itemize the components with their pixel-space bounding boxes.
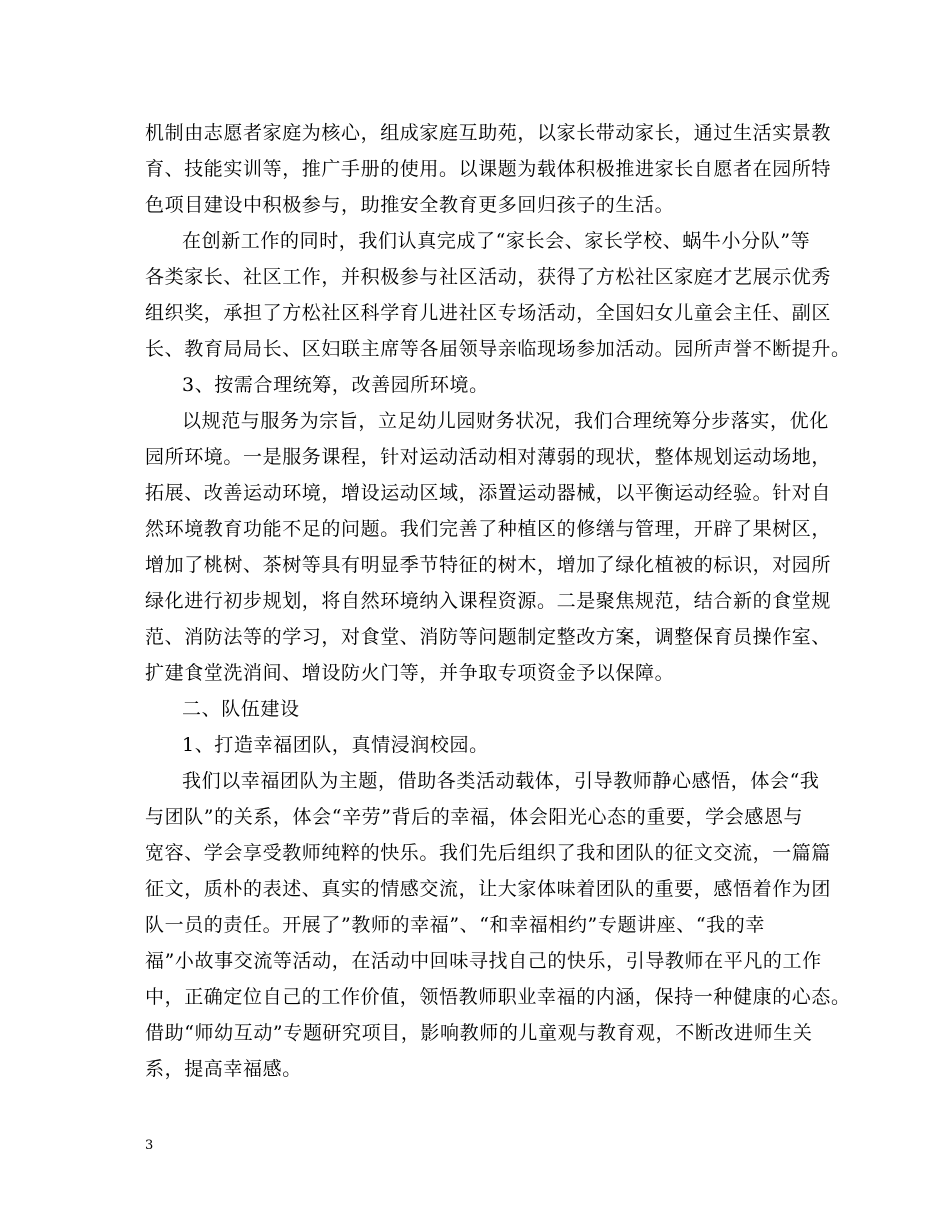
text-line: 系，提高幸福感。	[145, 1058, 302, 1080]
text-line: 各类家长、社区工作，并积极参与社区活动，获得了方松社区家庭才艺展示优秀	[145, 266, 832, 288]
text-line: 与团队”的关系，体会“辛劳”背后的幸福，体会阳光心态的重要，学会感恩与	[145, 806, 804, 828]
text-line: 宽容、学会享受教师纯粹的快乐。我们先后组织了我和团队的征文交流，一篇篇	[145, 842, 832, 864]
text-line: 长、教育局局长、区妇联主席等各届领导亲临现场参加活动。园所声誉不断提升。	[145, 338, 851, 360]
text-line: 范、消防法等的学习，对食堂、消防等问题制定整改方案，调整保育员操作室、	[145, 626, 832, 648]
text-line: 福”小故事交流等活动，在活动中回味寻找自己的快乐，引导教师在平凡的工作	[145, 950, 822, 972]
text-line: 机制由志愿者家庭为核心，组成家庭互助苑，以家长带动家长，通过生活实景教	[145, 122, 832, 144]
text-line: 队一员的责任。开展了”教师的幸福”、“和幸福相约”专题讲座、“我的幸	[145, 914, 765, 936]
page-number: 3	[145, 1138, 154, 1153]
text-line: 中，正确定位自己的工作价值，领悟教师职业幸福的内涵，保持一种健康的心态。	[145, 986, 851, 1008]
text-line: 借助“师幼互动”专题研究项目，影响教师的儿童观与教育观，不断改进师生关	[145, 1022, 813, 1044]
section-heading: 1、打造幸福团队，真情浸润校园。	[182, 734, 489, 756]
text-line: 园所环境。一是服务课程，针对运动活动相对薄弱的现状，整体规划运动场地，	[145, 446, 832, 468]
section-heading: 3、按需合理统筹，改善园所环境。	[182, 374, 489, 396]
text-line: 组织奖，承担了方松社区科学育儿进社区专场活动，全国妇女儿童会主任、副区	[145, 302, 832, 324]
text-line: 增加了桃树、茶树等具有明显季节特征的树木，增加了绿化植被的标识，对园所	[145, 554, 832, 576]
text-line: 我们以幸福团队为主题，借助各类活动载体，引导教师静心感悟，体会“我	[182, 770, 820, 792]
text-line: 然环境教育功能不足的问题。我们完善了种植区的修缮与管理，开辟了果树区，	[145, 518, 832, 540]
text-line: 绿化进行初步规划，将自然环境纳入课程资源。二是聚焦规范，结合新的食堂规	[145, 590, 832, 612]
text-line: 征文，质朴的表述、真实的情感交流，让大家体味着团队的重要，感悟着作为团	[145, 878, 832, 900]
text-line: 色项目建设中积极参与，助推安全教育更多回归孩子的生活。	[145, 194, 675, 216]
section-heading: 二、队伍建设	[182, 698, 300, 720]
text-line: 拓展、改善运动环境，增设运动区域，添置运动器械，以平衡运动经验。针对自	[145, 482, 832, 504]
text-line: 以规范与服务为宗旨，立足幼儿园财务状况，我们合理统筹分步落实，优化	[182, 410, 829, 432]
text-line: 育、技能实训等，推广手册的使用。以课题为载体积极推进家长自愿者在园所特	[145, 158, 832, 180]
text-line: 扩建食堂洗消间、增设防火门等，并争取专项资金予以保障。	[145, 662, 675, 684]
text-line: 在创新工作的同时，我们认真完成了“家长会、家长学校、蜗牛小分队”等	[182, 230, 811, 252]
